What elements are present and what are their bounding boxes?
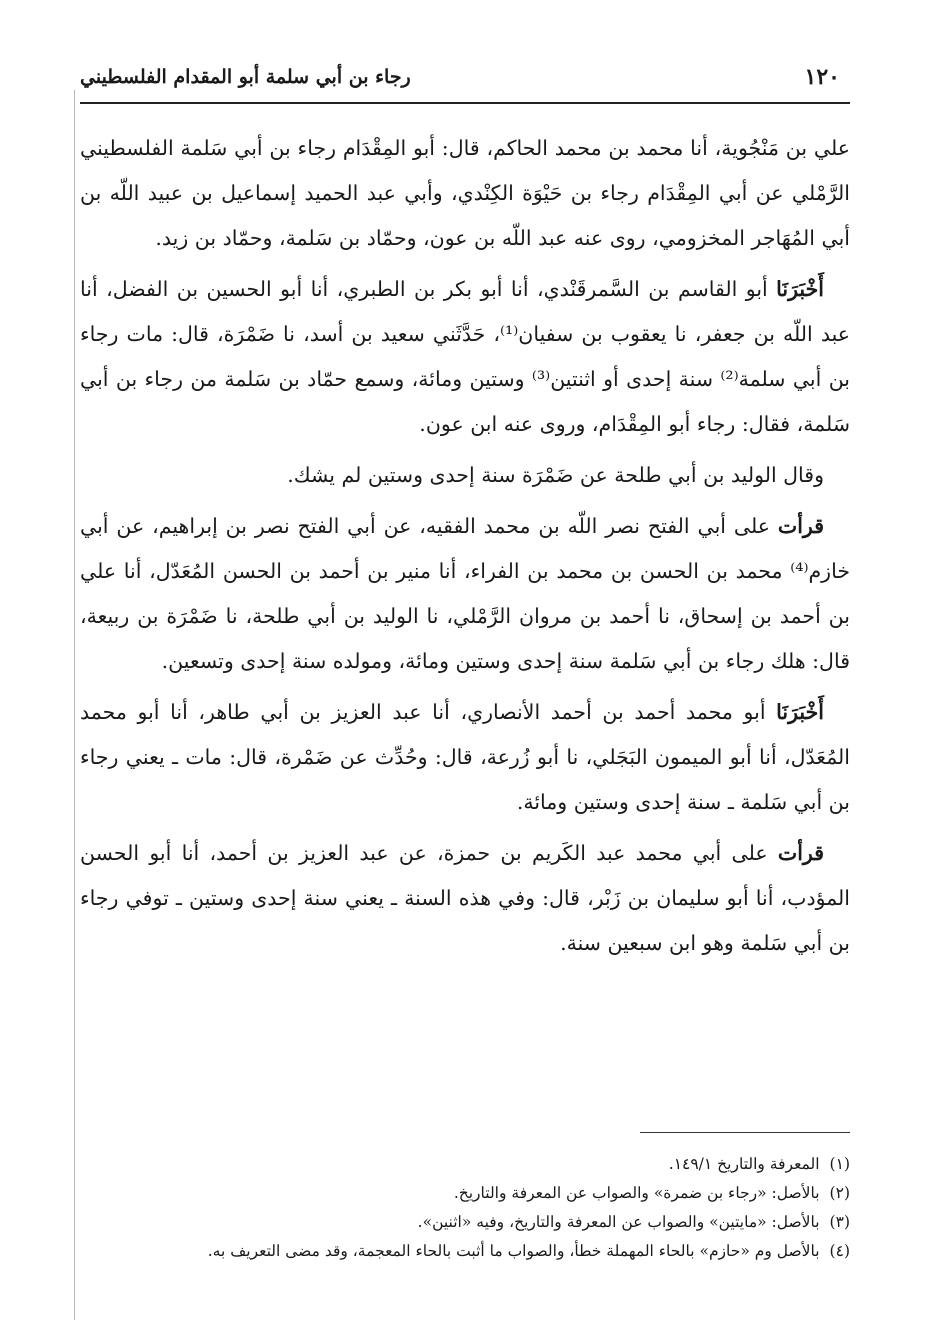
paragraph-3: وقال الوليد بن أبي طلحة عن ضَمْرَة سنة إحدى وستين لم يشك. [287, 463, 824, 487]
footnote-2 [80, 1179, 850, 1208]
footnote-4 [80, 1237, 850, 1266]
page-number: ١٢٠ [804, 64, 840, 90]
footnote-number: (٢) [829, 1184, 850, 1202]
paragraph-lead-word: أَخْبَرَنَا [776, 700, 824, 724]
paragraph-2 [80, 267, 850, 447]
paragraph-lead-word: أَخْبَرَنَا [776, 277, 824, 301]
footnote-text: المعرفة والتاريخ ١٤٩/١. [668, 1155, 820, 1173]
paragraph-text: على أبي الفتح نصر اللّه بن محمد الفقيه، عن أبي الفتح نصر بن إبراهيم، عن أبي خازم⁽⁴⁾ محمد بن الحسن بن محمد بن الفراء، أنا منير بن أحمد بن الحسن المُعَدّل، أنا علي بن أحمد بن إسحاق، نا أحمد بن مروان الرَّمْلي، نا الوليد بن أبي طلحة، نا ضَمْرَة بن ربيعة، قال: هلك رجاء بن أبي سَلمة سنة إحدى وستين ومائة، ومولده سنة إحدى وتسعين. [80, 514, 850, 673]
footnote-1 [80, 1150, 850, 1179]
paragraph-6 [80, 831, 850, 966]
paragraph-1: علي بن مَنْجُوية، أنا محمد بن محمد الحاكم، قال: أبو المِقْدَام رجاء بن أبي سَلمة الفلسطيني الرَّمْلي عن أبي المِقْدَام رجاء بن حَيْوَة الكِنْدي، وأبي عبد الحميد إسماعيل بن عبيد اللّه بن أبي المُهَاجر المخزومي، روى عنه عبد اللّه بن عون، وحمّاد بن سَلمة، وحمّاد بن زيد. [80, 136, 850, 250]
footnote-text: بالأصل: «مايتين» والصواب عن المعرفة والتاريخ، وفيه «اثنين». [417, 1213, 820, 1231]
footnote-rule [640, 1132, 850, 1133]
footnote-number: (٤) [829, 1242, 850, 1260]
paragraph-5 [80, 690, 850, 825]
footnote-text: بالأصل: «رجاء بن ضمرة» والصواب عن المعرفة والتاريخ. [453, 1184, 820, 1202]
paragraph-text: على أبي محمد عبد الكَريم بن حمزة، عن عبد العزيز بن أحمد، أنا أبو الحسن المؤدب، أنا أبو سليمان بن زَبْر، قال: وفي هذه السنة ـ يعني سنة إحدى وستين ـ توفي رجاء بن أبي سَلمة وهو ابن سبعين سنة. [80, 841, 850, 955]
footnote-3 [80, 1208, 850, 1237]
main-text [80, 126, 850, 972]
footnote-number: (١) [829, 1155, 850, 1173]
running-title: رجاء بن أبي سلمة أبو المقدام الفلسطيني [80, 66, 411, 88]
page-header [80, 60, 850, 96]
paragraph-4 [80, 504, 850, 684]
footnote-number: (٣) [829, 1213, 850, 1231]
header-rule [80, 102, 850, 104]
paragraph-text: أبو محمد أحمد بن أحمد الأنصاري، أنا عبد العزيز بن أبي طاهر، أنا أبو محمد المُعَدّل، أنا أبو الميمون البَجَلي، نا أبو زُرعة، قال: وحُدِّث عن ضَمْرة، قال: مات ـ يعني رجاء بن أبي سَلمة ـ سنة إحدى وستين ومائة. [80, 700, 850, 814]
paragraph-lead-word: قرأت [777, 841, 824, 865]
paragraph-lead-word: قرأت [777, 514, 824, 538]
footnotes [80, 1150, 850, 1266]
scan-margin-line [74, 90, 75, 1320]
footnote-text: بالأصل وم «حازم» بالحاء المهملة خطأ، والصواب ما أثبت بالحاء المعجمة، وقد مضى التعريف به. [207, 1242, 820, 1260]
paragraph-text: أبو القاسم بن السَّمرقَنْدي، أنا أبو بكر بن الطبري، أنا أبو الحسين بن الفضل، أنا عبد اللّه بن جعفر، نا يعقوب بن سفيان⁽¹⁾، حَدَّثَني سعيد بن أسد، نا ضَمْرَة، قال: مات رجاء بن أبي سلمة⁽²⁾ سنة إحدى أو اثنتين⁽³⁾ وستين ومائة، وسمع حمّاد بن سَلمة من رجاء بن أبي سَلمة، فقال: رجاء أبو المِقْدَام، وروى عنه ابن عون. [80, 277, 851, 436]
